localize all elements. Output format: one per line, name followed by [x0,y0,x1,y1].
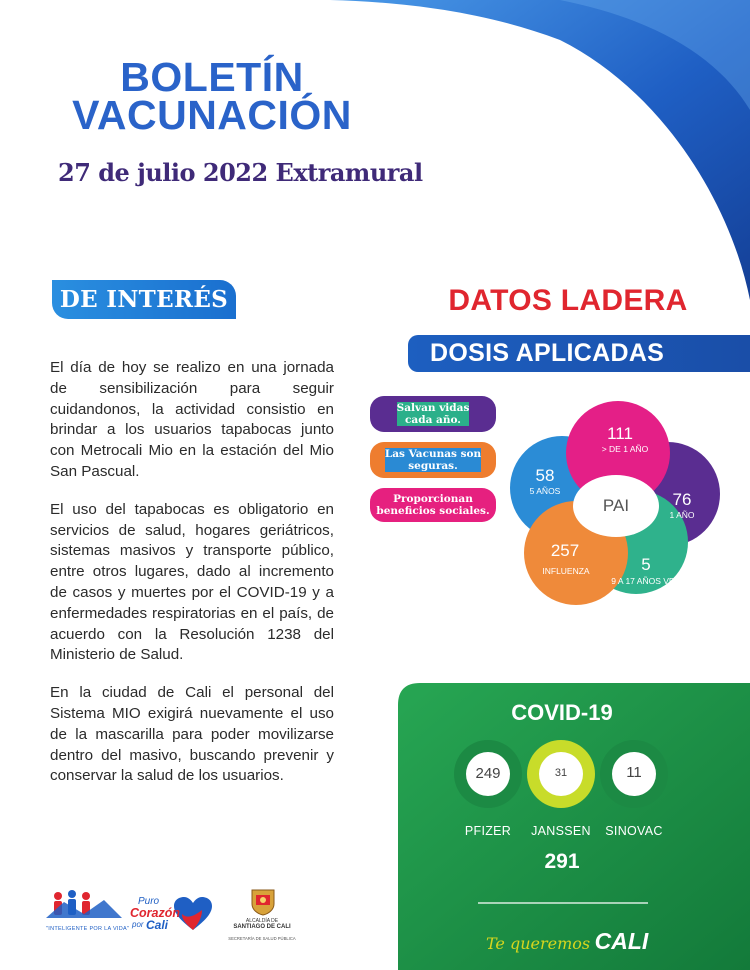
pai-label-1-ano: 1 AÑO [669,510,695,520]
cali-text: Cali [146,918,169,932]
pai-center: PAI [573,475,659,537]
pai-value-5-anos: 58 [535,466,555,485]
pai-label-5-anos: 5 AÑOS [529,486,561,496]
sinovac-label: SINOVAC [605,824,663,838]
alcaldia-text-3: SECRETARÍA DE SALUD PÚBLICA [228,936,296,941]
dosis-aplicadas-banner: DOSIS APLICADAS [408,335,750,372]
pai-value-vph: 5 [641,555,651,574]
bulletin-title [42,54,382,138]
pfizer-value: 249 [475,765,501,782]
puro-text: Puro [138,896,160,907]
benefit-pill-3 [370,488,496,522]
slogan-prefix: Te queremos [486,934,591,953]
pai-value-influenza: 257 [550,541,580,560]
covid-title: COVID-19 [511,700,613,725]
article-paragraph-2: El uso del tapabocas es obligatorio en servicios de salud, hogares geriátricos, sistemas masivos y transporte público, entre otros lugares, dado al incremento de casos y muertes por el COVID-19 y a enfermedades respiratorias en el país, de acuerdo con la Resolución 1238 del Ministerio de Salud. [50,500,334,664]
te-queremos-cali-slogan [486,928,649,955]
pai-label-influenza: INFLUENZA [542,566,590,576]
article-paragraph-3: En la ciudad de Cali el personal del Sistema MIO exigirá nuevamente el uso de la mascarilla para poder movilizarse dentro del masivo, buscando prevenir y conservar la salud de los usuarios. [50,684,334,785]
pai-label-mayor-1-ano: > DE 1 AÑO [601,444,649,454]
sinovac-value: 11 [626,764,642,781]
datos-ladera-title: DATOS LADERA [448,284,688,317]
benefit-pill-text: Las Vacunas son seguras. [384,448,482,472]
red-salud-tagline: "INTELIGENTE POR LA VIDA" [46,926,130,932]
benefit-pill-text: Forma parte de un estilo de vida saludable. [380,586,486,622]
people-icon [46,890,122,918]
title-line-2: VACUNACIÓN [72,92,352,138]
covid-total: 291 [544,850,580,873]
pai-label-vph: 9 A 17 AÑOS VPH [611,576,681,586]
puro-corazon-logo [128,894,218,934]
janssen-label: JANSSEN [531,824,591,838]
pai-value-1-ano: 76 [672,490,692,509]
benefit-pill-text: Salvan vidas cada año. [396,402,470,426]
alcaldia-text-1: ALCALDÍA DE [245,918,279,924]
benefit-pill-5 [370,578,496,630]
benefit-pill-2 [370,442,496,478]
benefit-pill-4 [370,532,496,568]
corazon-text: Corazón [130,906,180,920]
article-paragraph-1: El día de hoy se realizo en una jornada de sensibilización para seguir cuidandonos, la actividad consistio en brindar a los usuarios tapabocas junto con Metrocali Mio en la estación del Mio San Pascual. [50,359,334,480]
benefit-pill-1 [370,396,496,432]
pfizer-label: PFIZER [464,824,512,838]
por-text: por [132,920,144,929]
alcaldia-shield-icon [250,888,276,916]
janssen-value: 31 [554,767,568,779]
benefit-pill-text: Es un derecho basico de los ciudadanos. [378,532,488,568]
slogan-city: CALI [594,928,649,954]
title-line-1: BOLETÍN [120,54,304,100]
alcaldia-text-2: SANTIAGO DE CALI [233,924,291,930]
section-badge-de-interes: DE INTERÉS [52,280,236,319]
interes-article [50,358,334,804]
red-salud-logo [44,888,124,930]
bulletin-date: 27 de julio 2022 Extramural [58,158,423,187]
benefit-pill-text: Proporcionan beneficios sociales. [376,493,490,517]
pai-value-mayor-1-ano: 111 [607,424,633,443]
